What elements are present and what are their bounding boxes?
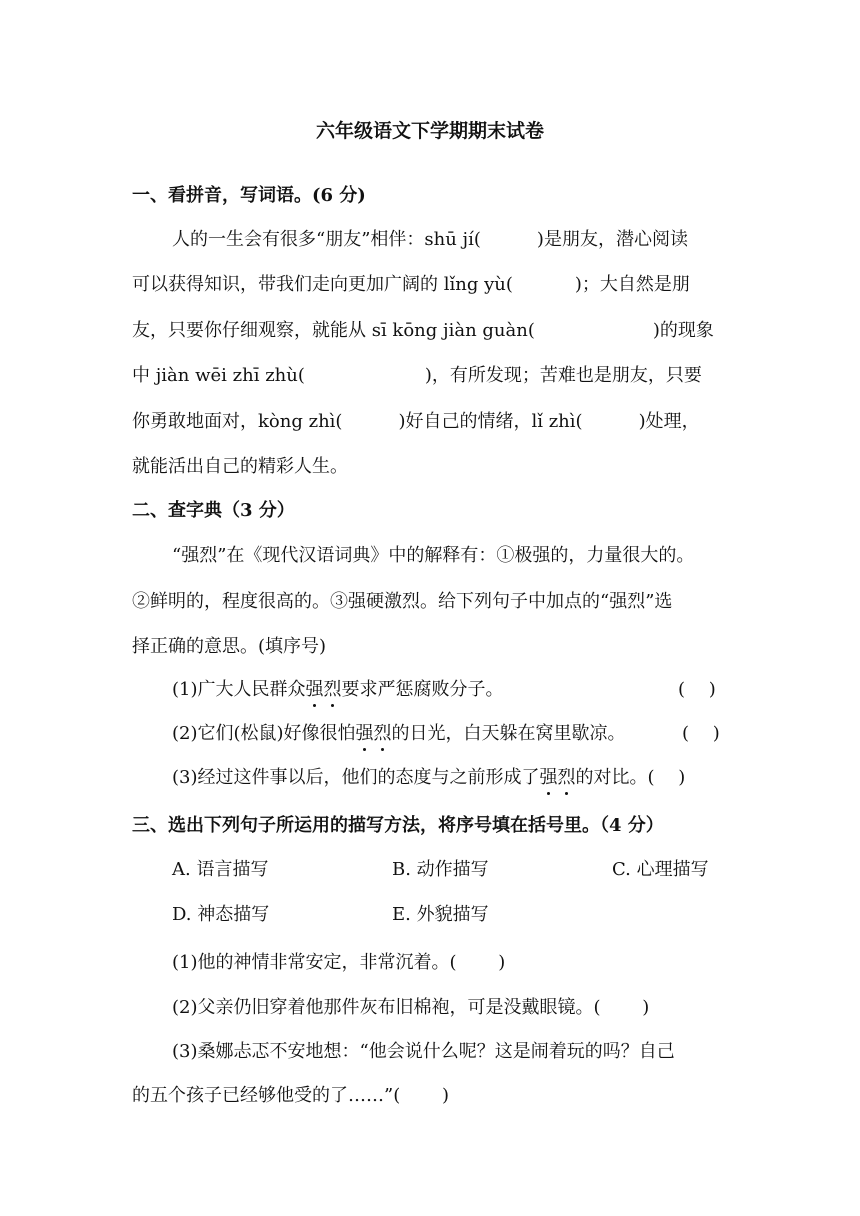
text: (3)经过这件事以后，他们的态度与之前形成了 — [172, 767, 540, 788]
section3-heading: 三、选出下列句子所运用的描写方法，将序号填在括号里。（4 分） — [132, 815, 664, 836]
text: 的日光，白天躲在窝里歇凉。 — [391, 723, 626, 744]
section2-intro-1: “强烈”在《现代汉语词典》中的解释有：①极强的，力量很大的。 — [172, 545, 695, 566]
text: )好自己的情绪，lǐ zhì( — [398, 411, 583, 432]
option-a: A. 语言描写 — [172, 859, 269, 880]
dotted-char: 强 — [539, 767, 558, 788]
text: )是朋友，潜心阅读 — [536, 229, 688, 250]
text: 友，只要你仔细观察，就能从 sī kōng jiàn guàn( — [132, 320, 535, 341]
section2-item-3 — [172, 766, 685, 790]
section1-line-1 — [172, 228, 688, 252]
option-d: D. 神态描写 — [172, 904, 270, 925]
section2-item-1 — [172, 678, 504, 702]
section3-item-2: (2)父亲仍旧穿着他那件灰布旧棉袍，可是没戴眼镜。( ) — [172, 997, 650, 1018]
text: 的对比。 — [575, 767, 648, 788]
text: 中 jiàn wēi zhī zhù( — [132, 365, 305, 386]
dotted-char: 烈 — [323, 679, 342, 700]
option-e: E. 外貌描写 — [392, 904, 489, 925]
dotted-char: 烈 — [373, 723, 392, 744]
dotted-char: 强 — [355, 723, 374, 744]
text: (1)广大人民群众 — [172, 679, 306, 700]
text: (2)它们(松鼠)好像很怕 — [172, 723, 356, 744]
section3-item-1: (1)他的神情非常安定，非常沉着。( ) — [172, 952, 506, 973]
text: )；大自然是朋 — [574, 274, 690, 295]
section2-intro-2: ②鲜明的，程度很高的。③强硬激烈。给下列句子中加点的“强烈”选 — [132, 591, 673, 612]
answer-paren[interactable]: ( ) — [647, 767, 686, 788]
section1-line-2 — [132, 273, 690, 297]
text: 可以获得知识，带我们走向更加广阔的 lǐng yù( — [132, 274, 513, 295]
section1-line-3 — [132, 319, 714, 343]
section1-line-5 — [132, 410, 700, 434]
section2-intro-3: 择正确的意思。(填序号) — [132, 636, 327, 657]
option-c: C. 心理描写 — [612, 859, 709, 880]
page-title: 六年级语文下学期期末试卷 — [315, 120, 544, 142]
dotted-char: 强 — [305, 679, 324, 700]
section3-item-3: (3)桑娜忐忑不安地想：“他会说什么呢？这是闹着玩的吗？自己 — [172, 1041, 675, 1062]
section1-heading: 一、看拼音，写词语。(6 分) — [132, 185, 366, 206]
answer-paren[interactable]: ( ) — [678, 679, 716, 700]
text: )处理， — [638, 411, 700, 432]
text: )，有所发现；苦难也是朋友，只要 — [424, 365, 702, 386]
text: 人的一生会有很多“朋友”相伴：shū jí( — [172, 229, 481, 250]
text: 要求严惩腐败分子。 — [341, 679, 504, 700]
section1-line-4 — [132, 364, 702, 388]
text: 你勇敢地面对，kòng zhì( — [132, 411, 343, 432]
text: )的现象 — [652, 320, 714, 341]
section2-item-2 — [172, 722, 626, 746]
option-b: B. 动作描写 — [392, 859, 489, 880]
section2-heading: 二、查字典（3 分） — [132, 500, 295, 521]
dotted-char: 烈 — [557, 767, 576, 788]
section1-line-6: 就能活出自己的精彩人生。 — [132, 456, 348, 477]
section3-item-3-cont: 的五个孩子已经够他受的了……”( ) — [132, 1085, 449, 1106]
answer-paren[interactable]: ( ) — [682, 723, 720, 744]
